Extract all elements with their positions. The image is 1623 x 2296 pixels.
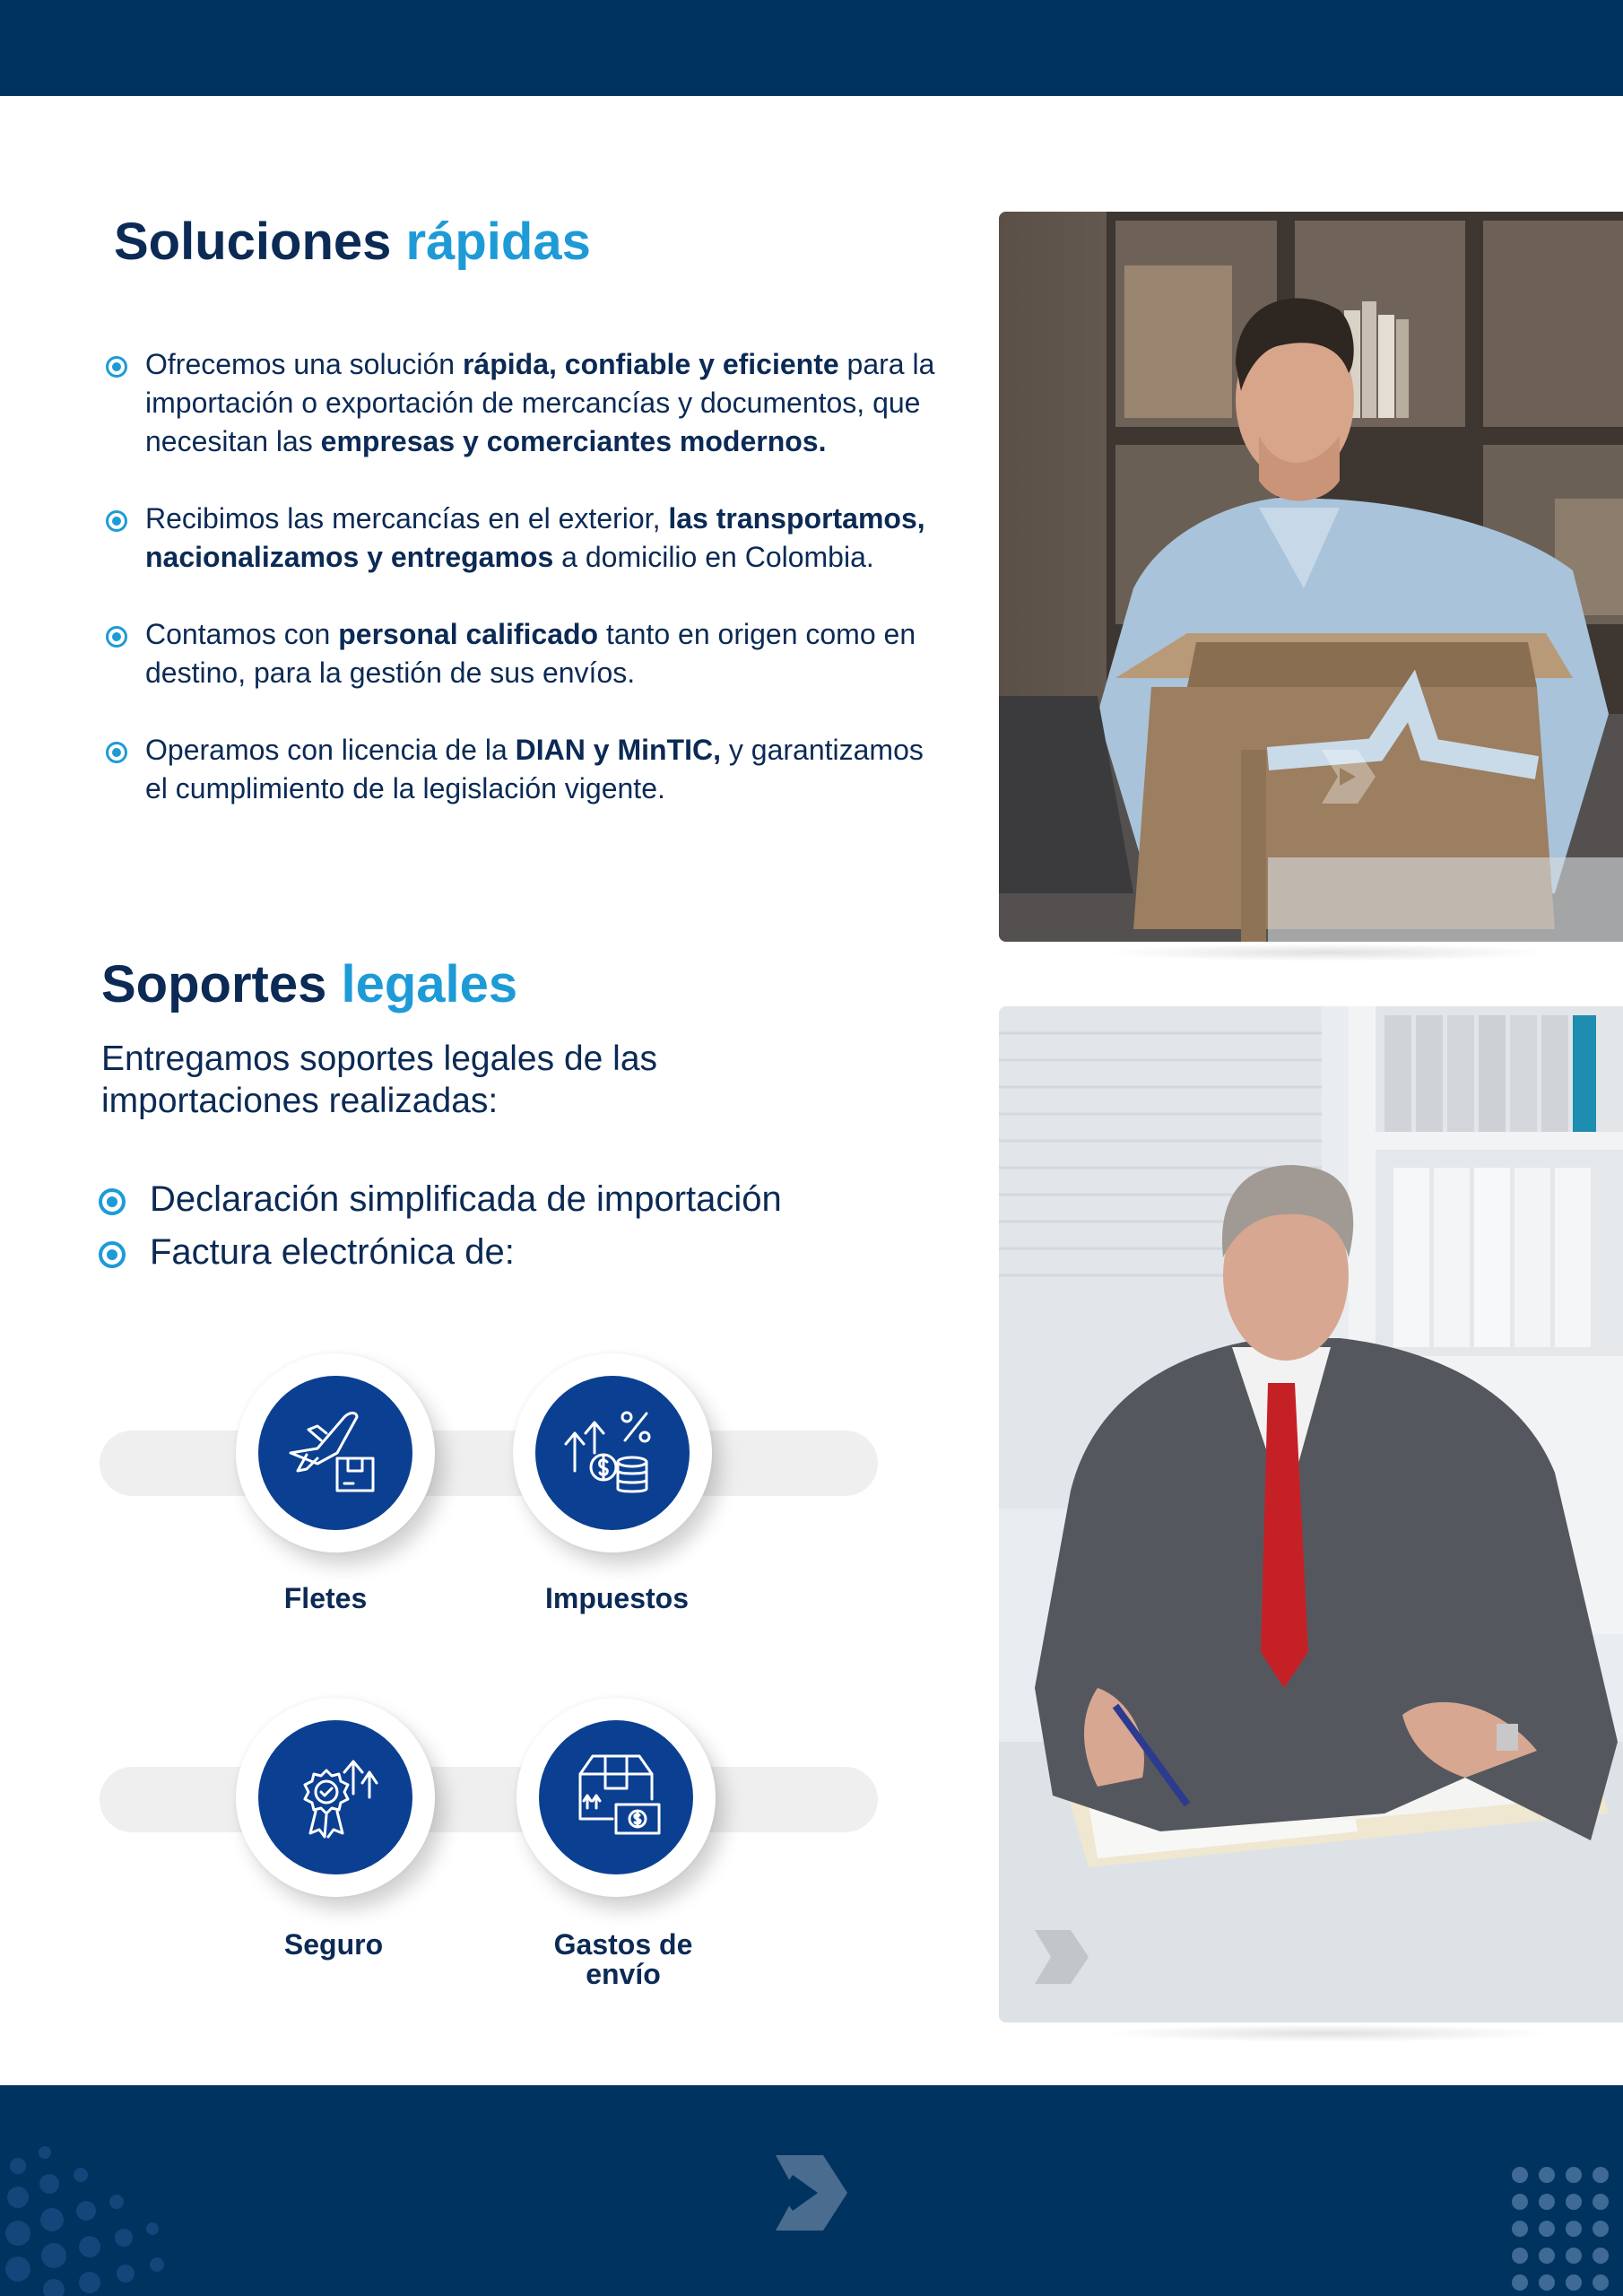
- bold-text: rápida, confiable y eficiente: [462, 348, 839, 380]
- title-main: Soportes: [101, 955, 327, 1013]
- text: Factura electrónica de:: [150, 1232, 515, 1272]
- text: tanto en origen como en destino, para la gestión de sus envíos.: [145, 618, 916, 689]
- bold-text: las transportamos, nacionalizamos y entregamos: [145, 502, 925, 573]
- photo-illustration: [999, 212, 1623, 942]
- section-title-soportes: [101, 954, 517, 1014]
- text: a domicilio en Colombia.: [553, 541, 874, 573]
- photo-man-signing: [999, 1006, 1623, 2022]
- title-accent: legales: [341, 955, 518, 1013]
- footer-decoration: [0, 2085, 1623, 2296]
- text: para la importación o exportación de mercancías y documentos, que necesitan las: [145, 348, 935, 457]
- icon-circle: [535, 1376, 690, 1530]
- bold-text: DIAN y MinTIC,: [515, 734, 721, 766]
- section-title-soluciones: [114, 212, 591, 272]
- list-item: [106, 345, 940, 461]
- gastos-envio-badge: [516, 1698, 716, 1897]
- photo-shadow: [1103, 944, 1551, 961]
- photo-man-with-box: [999, 212, 1623, 942]
- photo-illustration: [999, 1006, 1623, 2022]
- top-banner: [0, 0, 1623, 96]
- icon-circle: [258, 1720, 412, 1874]
- list-item: [106, 731, 940, 808]
- icon-label-impuestos: Impuestos: [544, 1582, 690, 1614]
- footer-banner: [0, 2085, 1623, 2296]
- bullet-icon: [106, 356, 127, 378]
- gear-badge-icon: [282, 1744, 389, 1851]
- bullet-icon: [106, 510, 127, 532]
- list-item: [99, 1173, 782, 1226]
- icon-label-fletes: Fletes: [283, 1582, 368, 1614]
- title-main: Soluciones: [114, 213, 392, 271]
- airplane-box-icon: [282, 1399, 389, 1507]
- text: Ofrecemos una solución: [145, 348, 463, 380]
- brand-logo-icon: [776, 2155, 847, 2231]
- icon-circle: [539, 1720, 693, 1874]
- solutions-list: [106, 345, 940, 847]
- seguro-badge: [236, 1698, 435, 1897]
- bullet-icon: [106, 626, 127, 648]
- bold-text: empresas y comerciantes modernos.: [320, 425, 827, 457]
- text: Operamos con licencia de la: [145, 734, 516, 766]
- bullet-icon: [99, 1188, 126, 1215]
- text: Contamos con: [145, 618, 339, 650]
- photo-shadow: [1103, 2024, 1551, 2042]
- legal-list: [99, 1173, 782, 1279]
- dot-grid: [1512, 2167, 1609, 2291]
- fletes-badge: [236, 1353, 435, 1552]
- icon-circle: [258, 1376, 412, 1530]
- icon-label-gastos: Gastos de envío: [553, 1928, 693, 1990]
- impuestos-badge: [513, 1353, 712, 1552]
- bullet-icon: [99, 1241, 126, 1268]
- text: y garantizamos el cumplimiento de la legislación vigente.: [145, 734, 924, 804]
- text: Declaración simplificada de importación: [150, 1179, 782, 1219]
- package-money-icon: [562, 1744, 670, 1851]
- list-item: [106, 500, 940, 577]
- title-accent: rápidas: [405, 213, 591, 271]
- icon-row-track: [100, 1767, 878, 1832]
- bold-text: personal calificado: [338, 618, 599, 650]
- coins-percent-icon: [559, 1399, 666, 1507]
- bullet-icon: [106, 742, 127, 763]
- icon-row-track: [100, 1431, 878, 1496]
- list-item: [106, 615, 940, 692]
- text: Recibimos las mercancías en el exterior,: [145, 502, 669, 535]
- list-item: [99, 1226, 782, 1279]
- section-intro: Entregamos soportes legales de las importaciones realizadas:: [101, 1039, 658, 1120]
- icon-label-seguro: Seguro: [283, 1928, 384, 1961]
